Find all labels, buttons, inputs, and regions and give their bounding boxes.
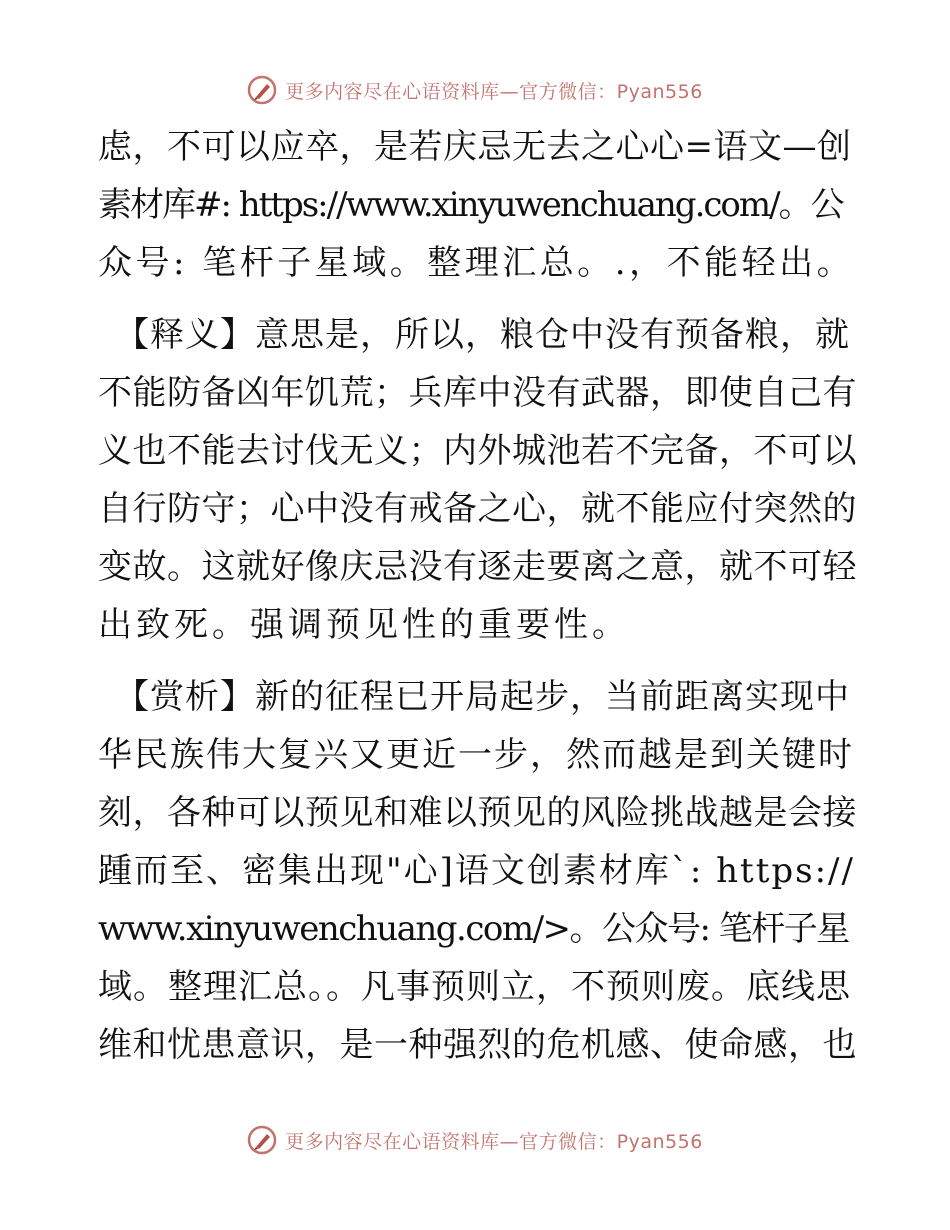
text-line: www.xinyuwenchuang.com/>。公众号: 笔杆子星 [98,909,849,949]
text-line: 出致死。强调预见性的重要性。 [98,605,630,645]
text-line: 域。整理汇总。。凡事预则立，不预则废。底线思 [98,967,851,1007]
text-line: 不能防备凶年饥荒；兵库中没有武器，即使自己有 [98,373,857,413]
text-line: 自行防守；心中没有戒备之心，就不能应付突然的 [98,489,857,529]
text-line: 素材库#: https://www.xinyuwenchuang.com/。公 [98,185,843,225]
text-line: 虑，不可以应卒，是若庆忌无去之心心=语文—创 [98,127,852,167]
text-line: 众号: 笔杆子星域。整理汇总。.，不能轻出。 [98,243,855,283]
text-line: 维和忧患意识，是一种强烈的危机感、使命感，也 [98,1025,857,1065]
footer-banner [0,1120,950,1160]
text-line: 【释义】意思是，所以，粮仓中没有预备粮，就 [115,315,850,355]
paragraph-appreciation [98,668,858,1074]
document-body [98,118,858,1074]
text-line: 【赏析】新的征程已开局起步，当前距离实现中 [115,677,850,717]
text-line: 刻，各种可以预见和难以预见的风险挑战越是会接 [98,793,857,833]
footer-banner-text: 更多内容尽在心语资料库—官方微信：Pyan556 [285,1130,703,1153]
text-line: 踵而至、密集出现"心]语文创素材库`: https:// [98,851,855,891]
paragraph-interpretation [98,306,858,654]
text-line: 变故。这就好像庆忌没有逐走要离之意，就不可轻 [98,547,857,587]
pen-logo-icon [247,1125,277,1155]
text-line: 义也不能去讨伐无义；内外城池若不完备，不可以 [98,431,857,471]
pen-logo-icon [247,75,277,105]
text-line: 华民族伟大复兴又更近一步，然而越是到关键时 [98,735,854,775]
paragraph-continuation [98,118,858,292]
header-banner [0,70,950,110]
header-banner-text: 更多内容尽在心语资料库—官方微信：Pyan556 [285,80,703,103]
